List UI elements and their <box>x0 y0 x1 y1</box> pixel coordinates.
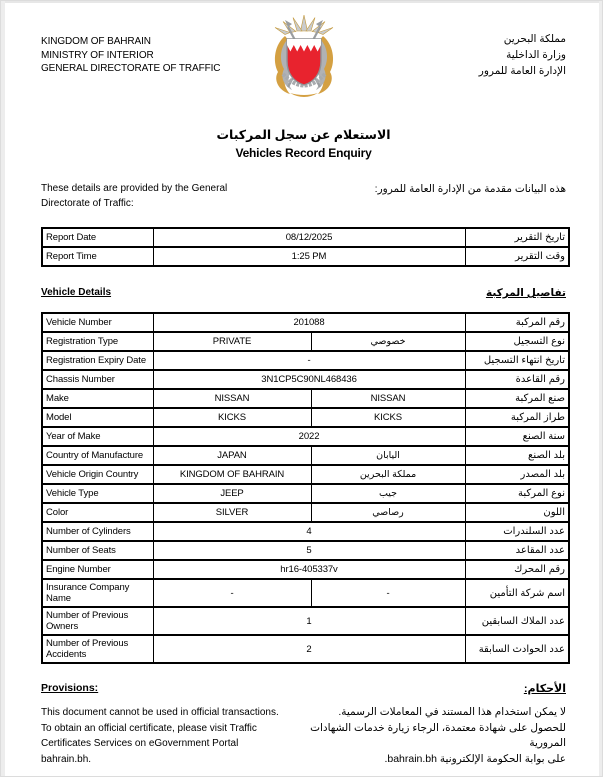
vehicle-details-section-heading <box>41 287 566 299</box>
document-title <box>41 127 566 160</box>
row-label-ar: سنة الصنع <box>465 427 569 446</box>
header-ar-line: الإدارة العامة للمرور <box>478 65 566 77</box>
row-value-ar: مملكة البحرين <box>311 465 465 484</box>
row-value: 1:25 PM <box>153 247 465 266</box>
row-label-en: Chassis Number <box>42 370 153 389</box>
provisions-ar-line: لا يمكن استخدام هذا المستند في المعاملات الرسمية. <box>338 706 566 718</box>
row-label-en: Year of Make <box>42 427 153 446</box>
row-value-ar: KICKS <box>311 408 465 427</box>
row-label-en: Vehicle Origin Country <box>42 465 153 484</box>
table-row <box>42 465 569 484</box>
row-label-ar: نوع المركبة <box>465 484 569 503</box>
table-row <box>42 579 569 607</box>
row-value-en: KINGDOM OF BAHRAIN <box>153 465 311 484</box>
intro-row <box>41 181 566 211</box>
row-value-en: SILVER <box>153 503 311 522</box>
provisions-heading-arabic: الأحكام: <box>523 683 566 695</box>
title-arabic: الاستعلام عن سجل المركبات <box>216 128 391 142</box>
row-label-ar: وقت التقرير <box>465 247 569 266</box>
row-value: hr16-405337v <box>153 560 465 579</box>
table-row <box>42 370 569 389</box>
provisions-ar-line: على بوابة الحكومة الإلكترونية bahrain.bh. <box>384 752 566 765</box>
section-heading-arabic: تفاصيل المركبة <box>485 287 566 299</box>
row-label-ar: عدد المقاعد <box>465 541 569 560</box>
row-value: - <box>153 351 465 370</box>
provisions-en-line: This document cannot be used in official transactions. <box>41 707 279 718</box>
table-row <box>42 560 569 579</box>
row-label-en: Engine Number <box>42 560 153 579</box>
table-row <box>42 607 569 635</box>
row-label-en: Color <box>42 503 153 522</box>
table-row <box>42 446 569 465</box>
intro-en-line: These details are provided by the General <box>41 183 228 194</box>
table-row <box>42 635 569 663</box>
header-arabic-block <box>361 31 566 79</box>
row-label-en: Make <box>42 389 153 408</box>
row-label-ar: بلد الصنع <box>465 446 569 465</box>
row-value-en: PRIVATE <box>153 332 311 351</box>
row-label-en: Number of Previous Accidents <box>42 635 153 663</box>
row-label-ar: نوع التسجيل <box>465 332 569 351</box>
row-value-ar: جيب <box>311 484 465 503</box>
header-en-line: KINGDOM OF BAHRAIN <box>41 36 151 47</box>
row-label-ar: صنع المركبة <box>465 389 569 408</box>
row-value: 2022 <box>153 427 465 446</box>
table-row <box>42 503 569 522</box>
row-label-ar: رقم المركبة <box>465 313 569 332</box>
table-row <box>42 541 569 560</box>
row-label-en: Country of Manufacture <box>42 446 153 465</box>
row-label-en: Registration Type <box>42 332 153 351</box>
row-value-en: JAPAN <box>153 446 311 465</box>
row-label-ar: طراز المركبة <box>465 408 569 427</box>
intro-english <box>41 181 227 211</box>
header-en-line: GENERAL DIRECTORATE OF TRAFFIC <box>41 63 221 74</box>
row-label-en: Vehicle Type <box>42 484 153 503</box>
row-value-ar: - <box>311 579 465 607</box>
table-row <box>42 247 569 266</box>
table-row <box>42 351 569 370</box>
table-row <box>42 228 569 247</box>
provisions-body <box>41 705 566 767</box>
bahrain-coat-of-arms-icon <box>270 15 338 101</box>
row-value-en: KICKS <box>153 408 311 427</box>
row-label-ar: رقم القاعدة <box>465 370 569 389</box>
provisions-ar-line: للحصول على شهادة معتمدة، الرجاء زيارة خدمات الشهادات المرورية <box>310 721 566 749</box>
table-row <box>42 427 569 446</box>
row-label-ar: اللون <box>465 503 569 522</box>
provisions-en-line: Certificates Services on eGovernment Portal bahrain.bh. <box>41 738 239 765</box>
row-value: 3N1CP5C90NL468436 <box>153 370 465 389</box>
table-row <box>42 313 569 332</box>
provisions-en-line: To obtain an official certificate, please visit Traffic <box>41 722 257 734</box>
row-value: 5 <box>153 541 465 560</box>
row-label-en: Number of Cylinders <box>42 522 153 541</box>
row-label-en: Insurance Company Name <box>42 579 153 607</box>
table-row <box>42 522 569 541</box>
row-label-en: Report Time <box>42 247 153 266</box>
row-label-ar: رقم المحرك <box>465 560 569 579</box>
row-value: 201088 <box>153 313 465 332</box>
row-label-ar: بلد المصدر <box>465 465 569 484</box>
vehicle-details-table <box>41 312 570 664</box>
header-ar-line: وزارة الداخلية <box>506 49 566 61</box>
table-row <box>42 332 569 351</box>
emblem-container <box>259 15 349 101</box>
row-label-en: Registration Expiry Date <box>42 351 153 370</box>
row-label-ar: تاريخ انتهاء التسجيل <box>465 351 569 370</box>
provisions-heading-english: Provisions: <box>41 682 99 694</box>
row-label-ar: اسم شركة التأمين <box>465 579 569 607</box>
row-label-en: Model <box>42 408 153 427</box>
report-info-table <box>41 227 570 267</box>
row-label-en: Number of Previous Owners <box>42 607 153 635</box>
row-value-en: JEEP <box>153 484 311 503</box>
table-row <box>42 389 569 408</box>
document-header <box>41 27 566 101</box>
row-value-ar: NISSAN <box>311 389 465 408</box>
row-value-ar: رصاصي <box>311 503 465 522</box>
row-value-ar: خصوصي <box>311 332 465 351</box>
intro-arabic: هذه البيانات مقدمة من الإدارة العامة للمرور: <box>374 183 566 195</box>
table-row <box>42 408 569 427</box>
header-english-block <box>41 35 246 76</box>
provisions-english <box>41 705 282 767</box>
row-label-ar: عدد السلندرات <box>465 522 569 541</box>
emblem-rays <box>275 15 333 35</box>
header-ar-line: مملكة البحرين <box>503 33 566 45</box>
row-label-en: Number of Seats <box>42 541 153 560</box>
row-label-ar: عدد الحوادث السابقة <box>465 635 569 663</box>
provisions-arabic <box>282 705 566 767</box>
row-value: 1 <box>153 607 465 635</box>
row-value: 4 <box>153 522 465 541</box>
row-value: 08/12/2025 <box>153 228 465 247</box>
row-label-ar: تاريخ التقرير <box>465 228 569 247</box>
row-value-ar: اليابان <box>311 446 465 465</box>
row-value: 2 <box>153 635 465 663</box>
row-value-en: NISSAN <box>153 389 311 408</box>
row-label-en: Vehicle Number <box>42 313 153 332</box>
row-value-en: - <box>153 579 311 607</box>
row-label-en: Report Date <box>42 228 153 247</box>
table-row <box>42 484 569 503</box>
row-label-ar: عدد الملاك السابقين <box>465 607 569 635</box>
header-en-line: MINISTRY OF INTERIOR <box>41 49 154 61</box>
intro-en-line: Directorate of Traffic: <box>41 198 134 209</box>
provisions-heading-row <box>41 682 566 695</box>
section-heading-english: Vehicle Details <box>41 287 112 298</box>
title-english: Vehicles Record Enquiry <box>235 146 372 160</box>
